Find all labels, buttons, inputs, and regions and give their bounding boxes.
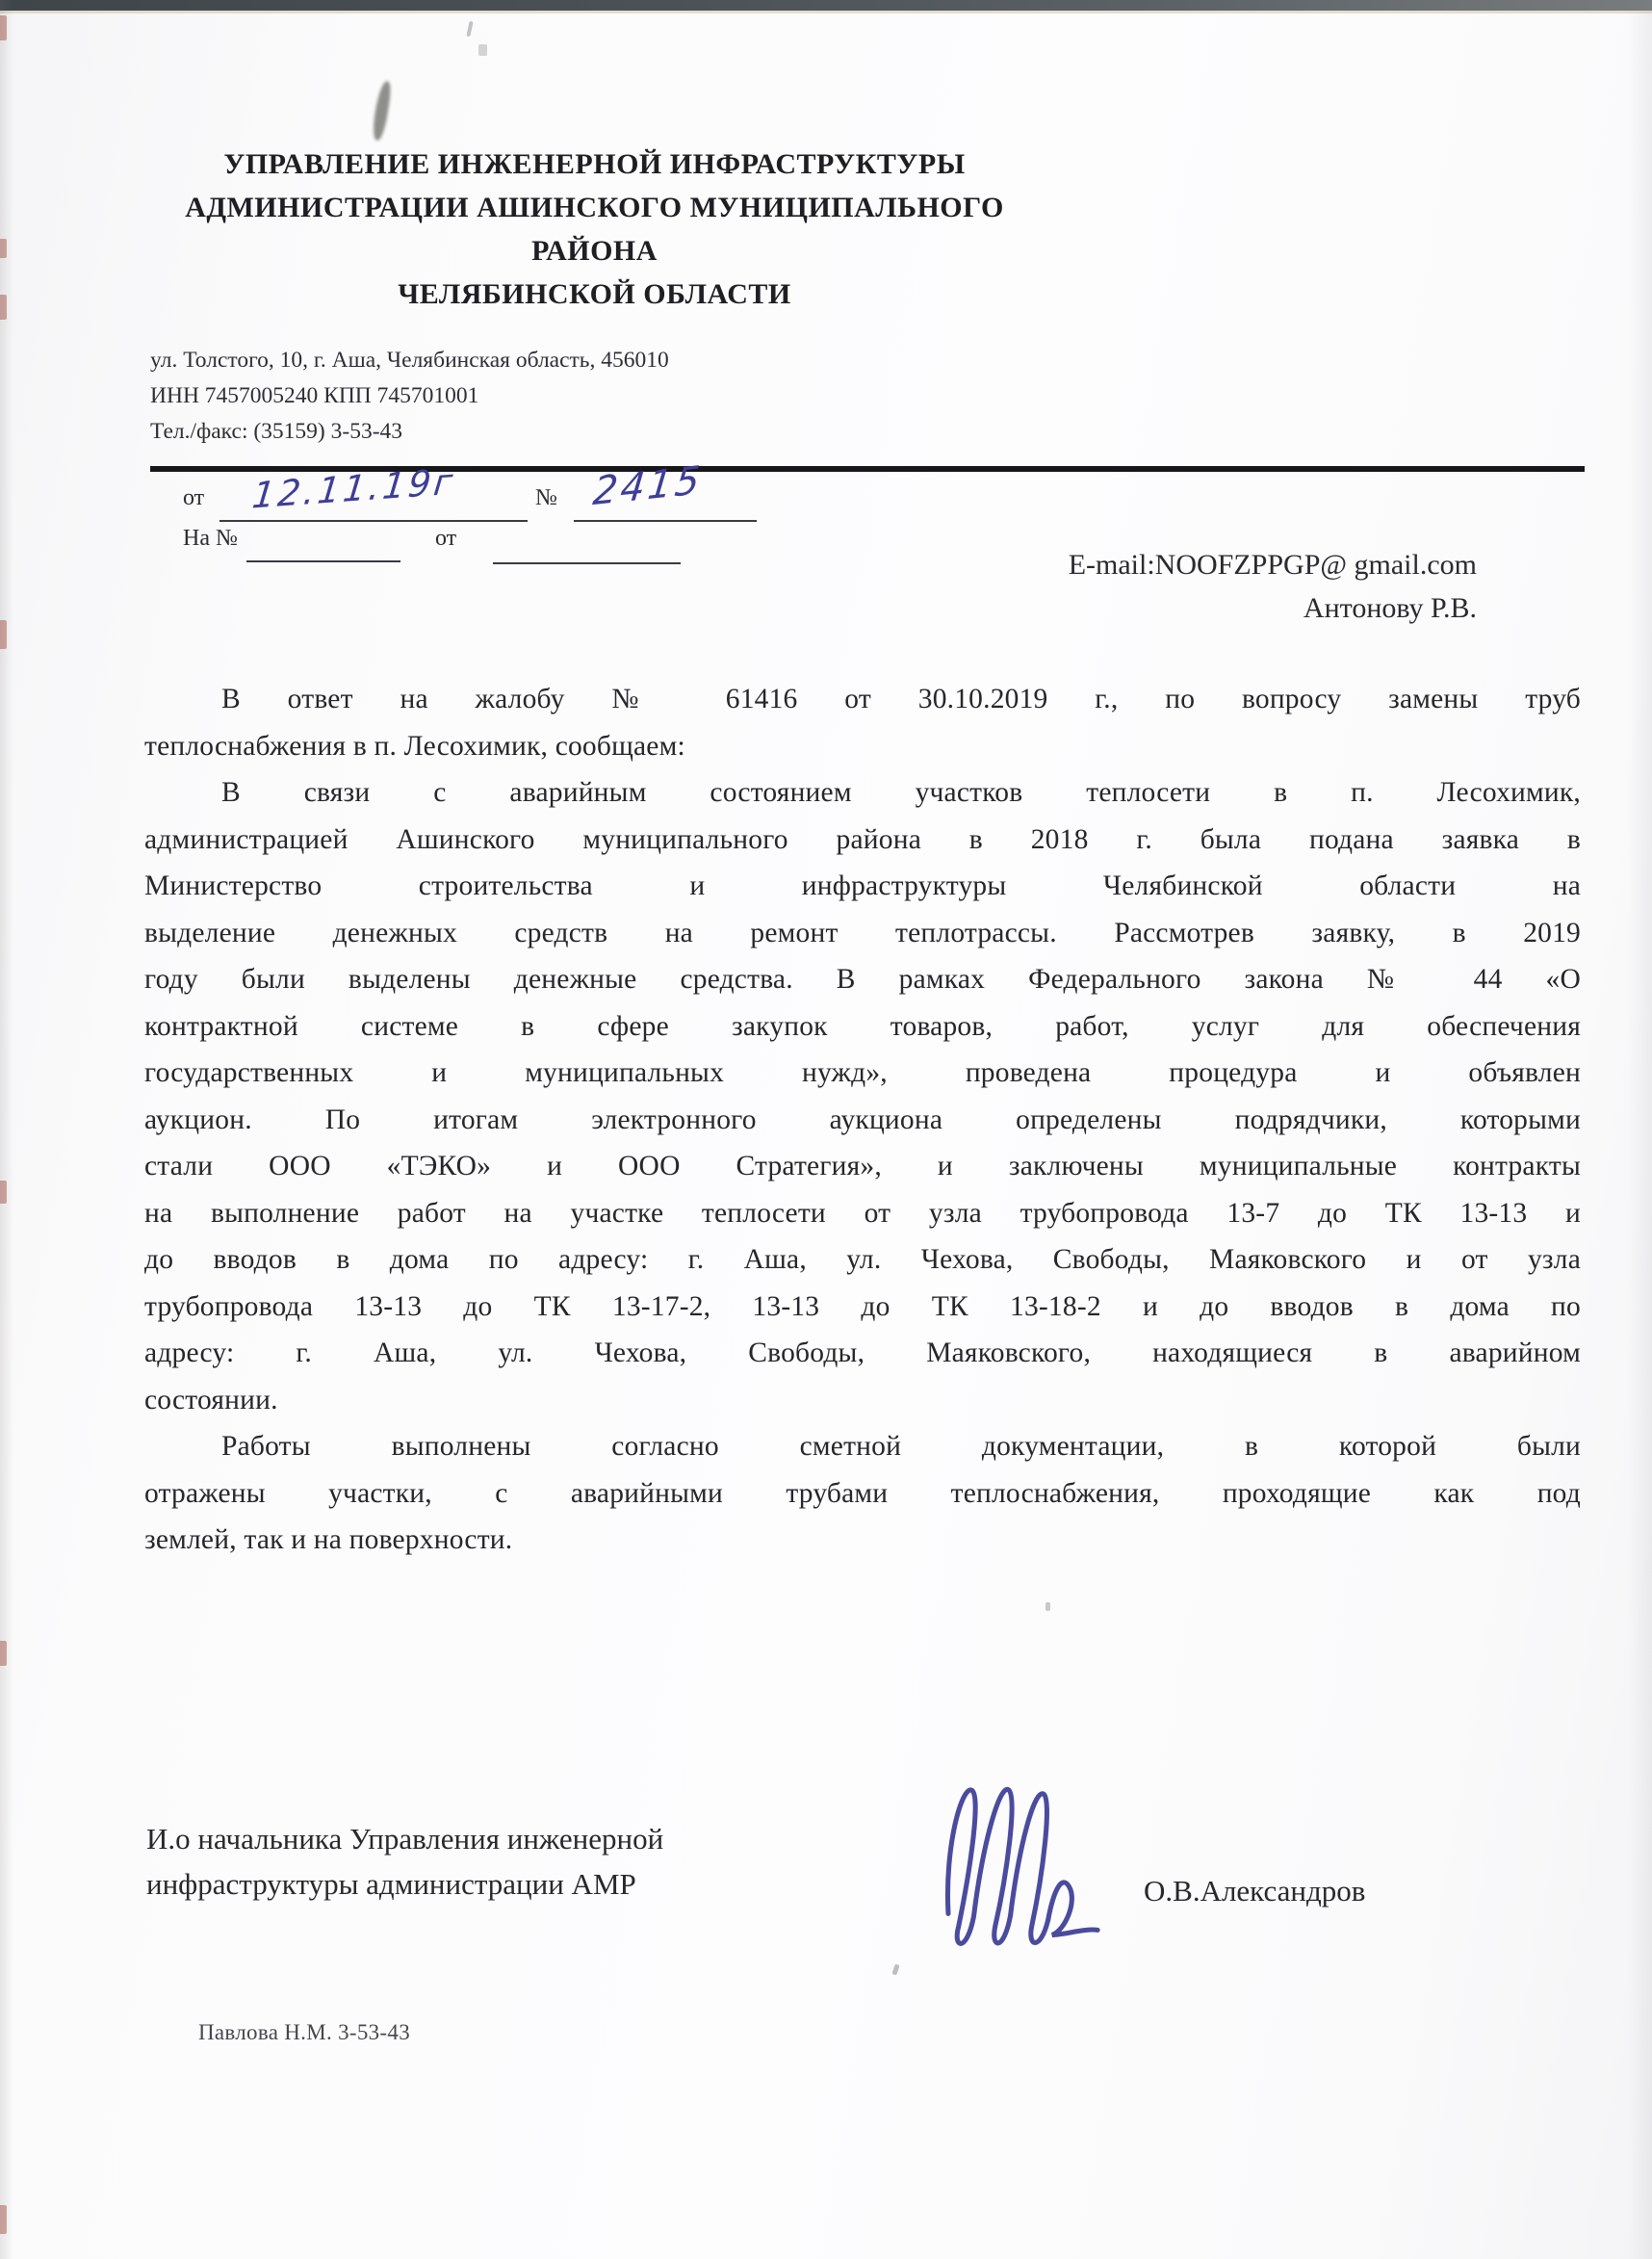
org-name-line2: АДМИНИСТРАЦИИ АШИНСКОГО МУНИЦИПАЛЬНОГО РАЙОНА <box>185 192 1004 267</box>
body-line: адресу: г. Аша, ул. Чехова, Свободы, Маяковского, находящиеся в аварийном <box>144 1337 1581 1368</box>
scan-speck <box>0 295 7 320</box>
ref-number-label: № <box>535 485 557 510</box>
scan-left-shadow <box>0 0 13 2259</box>
body-line: стали ООО «ТЭКО» и ООО Стратегия», и заключены муниципальные контракты <box>144 1151 1581 1181</box>
scan-edge-band <box>0 0 1652 11</box>
recipient-email: E-mail:NOOFZPPGP@ gmail.com <box>1068 549 1477 581</box>
scan-right-shadow <box>1627 0 1652 2259</box>
org-address: ул. Толстого, 10, г. Аша, Челябинская область, 456010 <box>150 348 669 373</box>
signature-ink <box>934 1774 1117 1957</box>
ref-date-blank <box>219 520 528 522</box>
scan-speck <box>0 2205 7 2234</box>
body-line: В связи с аварийным состоянием участков теплосети в п. Лесохимик, <box>221 777 1581 808</box>
recipient-name: Антонову Р.В. <box>1303 592 1477 624</box>
dust-speck <box>1045 1602 1050 1611</box>
body-line: В ответ на жалобу № 61416 от 30.10.2019 г., по вопросу замены труб <box>221 684 1581 714</box>
handwritten-date: 12.11.19г <box>249 460 458 517</box>
pencil-mark <box>466 21 473 37</box>
body-line: аукцион. По итогам электронного аукциона определены подрядчики, которыми <box>144 1104 1581 1135</box>
body-line: государственных и муниципальных нужд», проведена процедура и объявлен <box>144 1057 1581 1088</box>
body-line: на выполнение работ на участке теплосети от узла трубопровода 13-7 до ТК 13-13 и <box>144 1197 1581 1229</box>
body-line: Работы выполнены согласно сметной документации, в которой были <box>221 1431 1581 1462</box>
scan-speck <box>0 620 7 649</box>
handwritten-number: 2415 <box>590 457 705 515</box>
signer-title <box>146 1816 663 1907</box>
body-line: состоянии. <box>144 1384 278 1415</box>
org-inn-kpp: ИНН 7457005240 КПП 745701001 <box>150 383 479 408</box>
scan-speck <box>0 239 7 258</box>
ref-number-blank <box>574 520 757 522</box>
signer-title-line2: инфраструктуры администрации АМР <box>146 1867 636 1901</box>
ink-smudge <box>371 80 393 141</box>
executor-contact: Павлова Н.М. 3-53-43 <box>198 2020 410 2044</box>
pencil-mark <box>478 44 487 56</box>
body-line: до вводов в дома по адресу: г. Аша, ул. Чехова, Свободы, Маяковского и от узла <box>144 1244 1581 1275</box>
body-line: отражены участки, с аварийными трубами теплоснабжения, проходящие как под <box>144 1477 1581 1509</box>
body-line: году были выделены денежные средства. В рамках Федерального закона № 44 «О <box>144 964 1581 995</box>
ref-from-label: от <box>183 485 205 510</box>
ref-reply-number-blank <box>246 560 400 562</box>
org-name-line1: УПРАВЛЕНИЕ ИНЖЕНЕРНОЙ ИНФРАСТРУКТУРЫ <box>223 148 966 180</box>
org-phone: Тел./факс: (35159) 3-53-43 <box>150 419 403 444</box>
letterhead-contacts <box>150 343 669 450</box>
org-header <box>144 143 1045 316</box>
recipient-block <box>1069 543 1477 630</box>
dust-speck <box>891 1963 899 1975</box>
scan-speck <box>0 1181 7 1204</box>
body-line: трубопровода 13-13 до ТК 13-17-2, 13-13 до ТК 13-18-2 и до вводов в дома по <box>144 1290 1581 1322</box>
ref-reply-label: На № <box>183 526 238 551</box>
body-text <box>144 676 1581 1564</box>
body-line: теплоснабжения в п. Лесохимик, сообщаем: <box>144 730 685 762</box>
body-line: контрактной системе в сфере закупок товаров, работ, услуг для обеспечения <box>144 1010 1581 1042</box>
body-line: выделение денежных средств на ремонт теплотрассы. Рассмотрев заявку, в 2019 <box>144 917 1581 948</box>
body-line: администрацией Ашинского муниципального района в 2018 г. была подана заявка в <box>144 823 1581 855</box>
org-name-line3: ЧЕЛЯБИНСКОЙ ОБЛАСТИ <box>398 278 791 310</box>
scan-speck <box>0 15 7 40</box>
signer-title-line1: И.о начальника Управления инженерной <box>146 1822 664 1856</box>
body-line: землей, так и на поверхности. <box>144 1524 513 1555</box>
scan-speck <box>0 1641 7 1666</box>
signer-name: О.В.Александров <box>1144 1874 1366 1908</box>
ref-reply-from-label: от <box>435 526 457 551</box>
body-line: Министерство строительства и инфраструктуры Челябинской области на <box>144 870 1581 901</box>
ref-reply-date-blank <box>493 562 681 564</box>
scan-edge-hairline <box>0 11 1652 13</box>
